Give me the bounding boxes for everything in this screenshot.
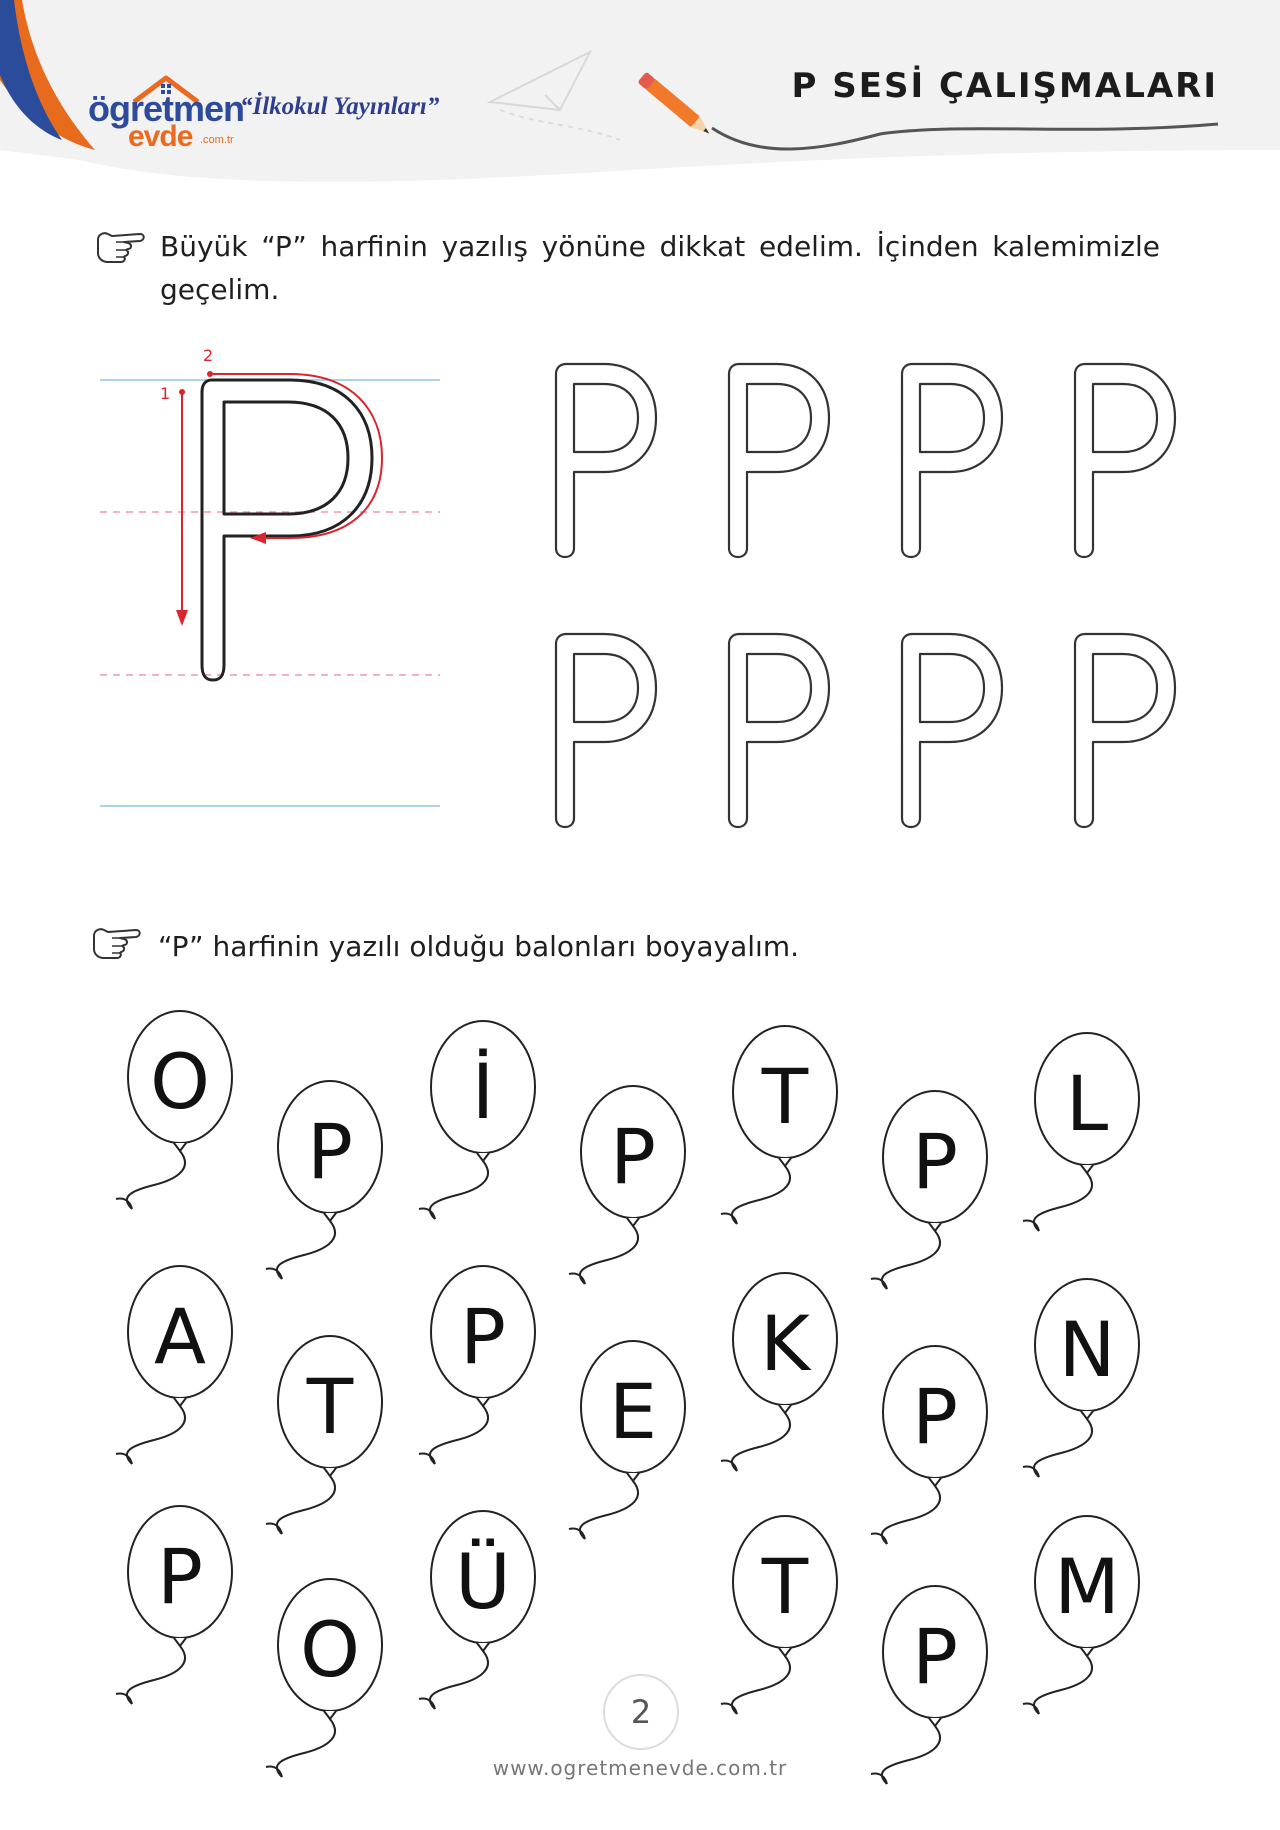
- balloon-letter: K: [760, 1299, 810, 1388]
- balloon[interactable]: [110, 1005, 250, 1255]
- outline-letter-p[interactable]: [1071, 630, 1181, 830]
- instruction-color-balloons: “P” harfinin yazılı olduğu balonları boyayalım.: [158, 930, 800, 963]
- balloon[interactable]: [865, 1580, 1005, 1830]
- balloon-letter: Ü: [455, 1537, 511, 1626]
- balloon-letter: P: [307, 1107, 353, 1196]
- balloon[interactable]: [413, 1505, 553, 1755]
- outline-letter-p[interactable]: [725, 630, 835, 830]
- balloon[interactable]: [715, 1510, 855, 1760]
- balloon-letter: T: [761, 1542, 809, 1631]
- balloon[interactable]: [865, 1085, 1005, 1335]
- balloon[interactable]: [715, 1020, 855, 1270]
- outline-letter-p[interactable]: [898, 360, 1008, 560]
- balloon[interactable]: [260, 1075, 400, 1325]
- page-number-badge: [603, 1674, 679, 1750]
- balloon-letter: M: [1054, 1542, 1120, 1631]
- balloon-letter: P: [157, 1532, 203, 1621]
- balloon-letter: O: [300, 1605, 360, 1694]
- logo-text-domain: .com.tr: [200, 134, 234, 146]
- page-number: 2: [630, 1693, 652, 1731]
- balloon[interactable]: [1017, 1273, 1157, 1523]
- balloon[interactable]: [715, 1267, 855, 1517]
- balloon-letter: N: [1058, 1305, 1116, 1394]
- outline-letter-p[interactable]: [1071, 360, 1181, 560]
- pointing-hand-icon: [94, 226, 148, 266]
- balloon[interactable]: [865, 1340, 1005, 1590]
- balloon-letter: O: [150, 1037, 210, 1126]
- footer-website: www.ogretmenevde.com.tr: [492, 1756, 788, 1780]
- balloon[interactable]: [1017, 1027, 1157, 1277]
- publisher-name: “İlkokul Yayınları”: [240, 93, 440, 120]
- outline-letter-p[interactable]: [898, 630, 1008, 830]
- balloon-letter: A: [154, 1292, 206, 1381]
- instruction-trace: Büyük “P” harfinin yazılış yönüne dikkat edelim. İçinden kalemimizle geçelim.: [160, 230, 1160, 306]
- balloon-letter: İ: [471, 1047, 495, 1136]
- balloon[interactable]: [260, 1573, 400, 1823]
- letter-guide: [100, 340, 440, 820]
- balloon[interactable]: [110, 1260, 250, 1510]
- balloon-letter: P: [912, 1612, 958, 1701]
- balloon-letter: L: [1065, 1059, 1109, 1148]
- logo-text-main: ögretmen: [88, 88, 245, 129]
- balloon-letter: P: [912, 1117, 958, 1206]
- balloon-letter: E: [608, 1367, 658, 1456]
- balloon-letter: T: [306, 1362, 354, 1451]
- outline-letter-grid: [530, 350, 1180, 820]
- balloon[interactable]: [413, 1015, 553, 1265]
- logo-text-sub: evde: [128, 120, 193, 153]
- stroke-number-2: 2: [203, 346, 214, 365]
- stroke-number-1: 1: [160, 384, 171, 403]
- balloon[interactable]: [110, 1500, 250, 1750]
- balloon-letter: P: [460, 1292, 506, 1381]
- outline-letter-p[interactable]: [552, 630, 662, 830]
- publisher-logo: [88, 74, 248, 158]
- balloon-field: [110, 1005, 1170, 1765]
- balloon-letter: P: [610, 1112, 656, 1201]
- balloon-letter: T: [761, 1052, 809, 1141]
- pointing-hand-icon: [90, 922, 144, 962]
- balloon[interactable]: [413, 1260, 553, 1510]
- balloon[interactable]: [563, 1335, 703, 1585]
- balloon[interactable]: [1017, 1510, 1157, 1760]
- outline-letter-p[interactable]: [552, 360, 662, 560]
- balloon-letter: P: [912, 1372, 958, 1461]
- balloon[interactable]: [260, 1330, 400, 1580]
- page-title: P SESİ ÇALIŞMALARI: [791, 66, 1218, 106]
- balloon[interactable]: [563, 1080, 703, 1330]
- outline-letter-p[interactable]: [725, 360, 835, 560]
